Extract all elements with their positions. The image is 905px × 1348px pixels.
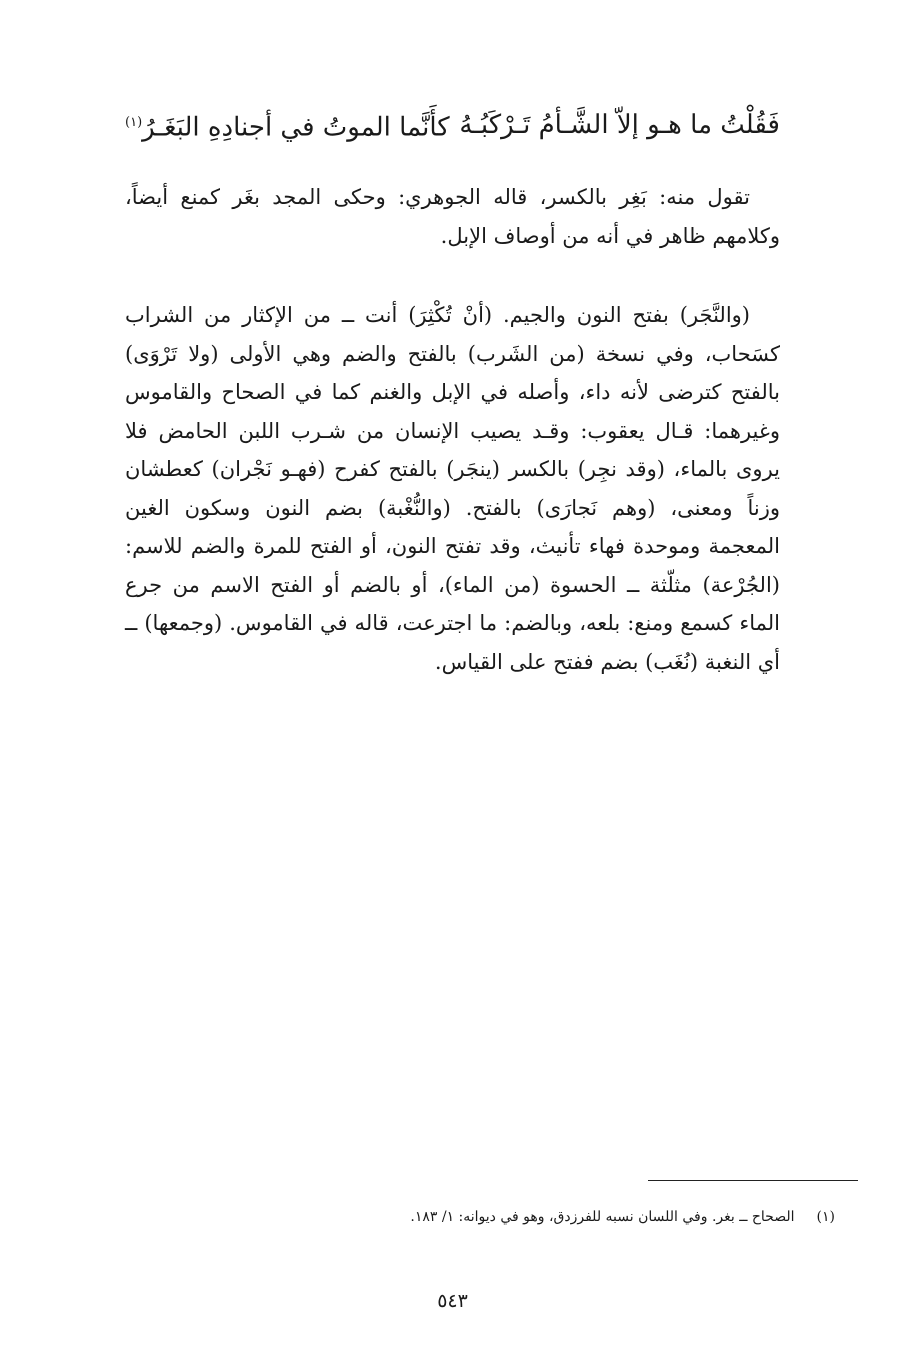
footnote-number: (١) [816,1209,835,1225]
footnote-divider [648,1180,858,1181]
paragraph-first: تقول منه: بَغِر بالكسر، قاله الجوهري: وحكى المجد بغَر كمنع أيضاً، وكلامهم ظاهر في أنه من أوصاف الإبل. [125,185,780,248]
verse-hemistich-first: فَقُلْتُ ما هـو إلاّ الشَّـأمُ تَـرْكَبُـهُ [459,110,780,140]
footnote-reference[interactable]: (١) [125,114,143,130]
page-number: ٥٤٣ [437,1290,468,1312]
verse-hemistich-second [125,98,450,153]
paragraph-second: (والنَّجَر) بفتح النون والجيم. (أنْ تُكْثِرَ) أنت ــ من الإكثار من الشراب كسَحاب، وفي نسخة (من الشَرب) بالفتح والضم وهي الأولى (ولا تَرْوَى) بالفتح كترضى لأنه داء، وأصله في الإبل والغنم كما في الصحاح والقاموس وغيرهما: قـال يعقوب: وقـد يصيب الإنسان من شـرب اللبن الحامض فلا يروى بالماء، (وقد نجِر) بالكسر (ينجَر) بالفتح كفرح (فهـو نَجْران) كعطشان وزناً ومعنى، (وهم نَجارَى) بالفتح. (والنُّغْبة) بضم النون وسكون الغين المعجمة وموحدة فهاء تأنيث، وقد تفتح النون، أو الفتح للمرة والضم للاسم: (الجُرْعة) مثلّثة ــ الحسوة (من الماء)، أو بالضم أو الفتح الاسم من جرع الماء كسمع ومنع: بلعه، وبالضم: ما اجترعت، قاله في القاموس. (وجمعها) ــ أي النغبة (نُغَب) بضم ففتح على القياس. [125,303,780,674]
footnote [125,1204,835,1230]
poetry-verse [125,100,780,150]
verse-hemistich-second-text: كأَنَّما الموتُ في أجنادِهِ البَغَـرُ [142,112,450,143]
footnote-text: الصحاح ــ بغر. وفي اللسان نسبه للفرزدق، وهو في ديوانه: ١/ ١٨٣. [410,1209,795,1225]
